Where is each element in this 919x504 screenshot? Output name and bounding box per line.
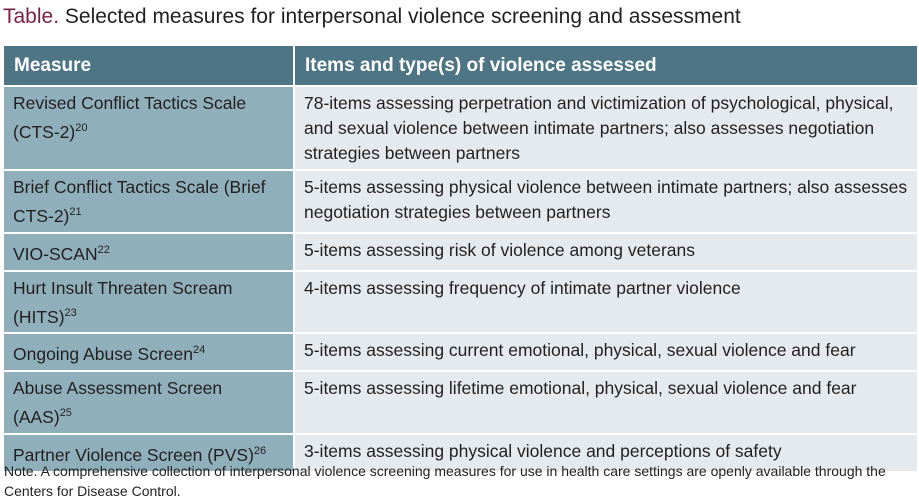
measure-reference: 22: [97, 243, 110, 256]
table-row: [3, 86, 918, 170]
items-cell: 78-items assessing perpetration and victimization of psychological, physical, and sexual violence between intimate partners; also assesses negotiation strategies between partners: [294, 86, 918, 170]
measure-name: Abuse Assessment Screen (AAS): [13, 378, 223, 428]
measure-reference: 26: [253, 445, 267, 458]
measure-cell: [3, 233, 294, 271]
items-cell: 4-items assessing frequency of intimate partner violence: [294, 271, 918, 334]
measure-cell: [3, 371, 294, 434]
items-cell: 3-items assessing physical violence and perceptions of safety: [294, 434, 918, 472]
measure-cell: [3, 333, 294, 371]
items-cell: 5-items assessing lifetime emotional, physical, sexual violence and fear: [294, 371, 918, 434]
measure-reference: 23: [64, 306, 77, 319]
measure-reference: 20: [75, 122, 88, 134]
table-header-row: [3, 45, 918, 86]
measure-name: Partner Violence Screen (PVS): [13, 444, 254, 465]
items-cell: 5-items assessing risk of violence among veterans: [294, 233, 918, 271]
items-cell: 5-items assessing physical violence between intimate partners; also assesses negotiation strategies between partners: [294, 170, 918, 233]
measure-reference: 25: [59, 407, 72, 420]
measure-cell: [3, 170, 294, 233]
measure-reference: 24: [193, 344, 206, 357]
measure-name: Ongoing Abuse Screen: [13, 344, 193, 365]
measure-reference: 21: [69, 206, 82, 218]
measure-name: Hurt Insult Threaten Scream (HITS): [13, 277, 233, 327]
header-items: Items and type(s) of violence assessed: [294, 45, 918, 86]
header-measure: Measure: [3, 45, 294, 86]
table-row: [3, 371, 918, 434]
table-row: [3, 271, 918, 334]
measure-cell: [3, 86, 294, 170]
table-title-text: Selected measures for interpersonal violence screening and assessment: [59, 5, 741, 28]
table-title: [3, 4, 741, 30]
table-row: [3, 333, 918, 371]
measure-cell: [3, 271, 294, 334]
table-row: [3, 170, 918, 233]
items-cell: 5-items assessing current emotional, physical, sexual violence and fear: [294, 333, 918, 371]
table-row: [3, 233, 918, 271]
table-note: Note. A comprehensive collection of interpersonal violence screening measures for use in health care settings are openly available through the Centers for Disease Control.: [4, 463, 886, 499]
measure-name: VIO-SCAN: [13, 243, 98, 264]
table-label: Table.: [3, 5, 60, 28]
measure-name: Brief Conflict Tactics Scale (Brief CTS-2): [13, 177, 266, 226]
measures-table: [2, 44, 919, 473]
measure-name: Revised Conflict Tactics Scale (CTS-2): [13, 93, 247, 142]
